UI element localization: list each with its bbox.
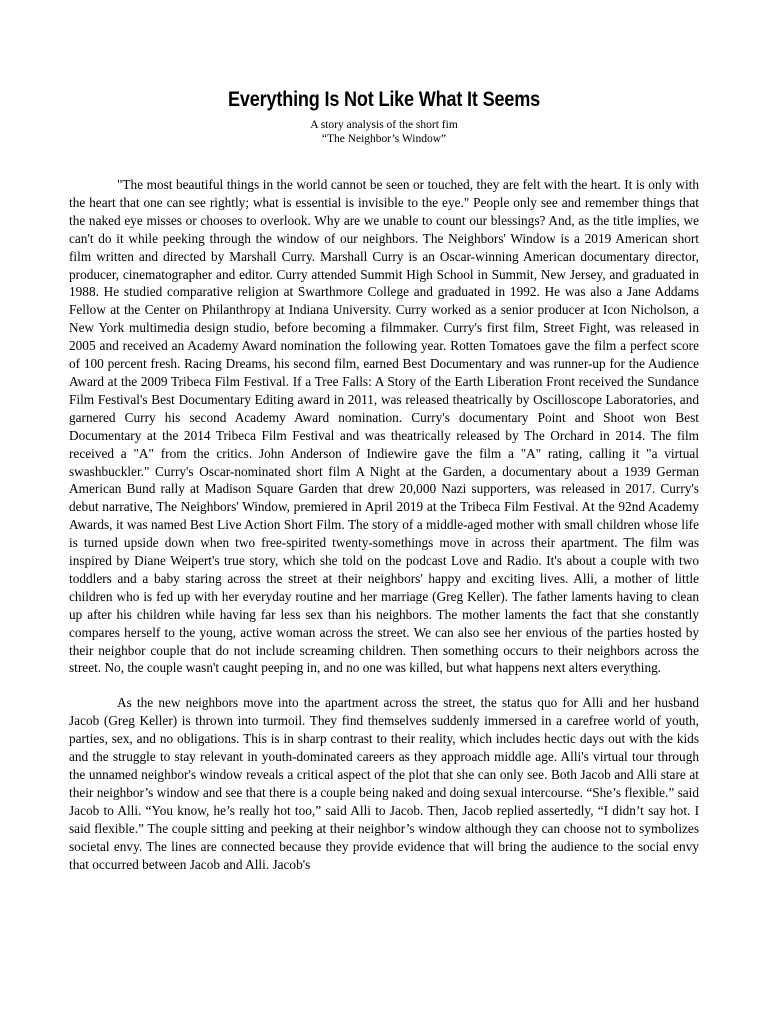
body-paragraph-1: "The most beautiful things in the world cannot be seen or touched, they are felt with the heart. It is only with the heart that one can see rightly; what is essential is invisible to the eye." People only see and remember things that the naked eye misses or chooses to overlook. Why are we unable to count our blessings? And, as the title implies, we can't do it while peeking through the window of our neighbors. The Neighbors' Window is a 2019 American short film written and directed by Marshall Curry. Marshall Curry is an Oscar-winning American documentary director, producer, cinematographer and editor. Curry attended Summit High School in Summit, New Jersey, and graduated in 1988. He studied comparative religion at Swarthmore College and graduated in 1992. He was also a Jane Addams Fellow at the Center on Philanthropy at Indiana University. Curry worked as a senior producer at Icon Nicholson, a New York multimedia design studio, before becoming a filmmaker. Curry's first film, Street Fight, was released in 2005 and received an Academy Award nomination the following year. Rotten Tomatoes gave the film a perfect score of 100 percent fresh. Racing Dreams, his second film, earned Best Documentary and was runner-up for the Audience Award at the 2009 Tribeca Film Festival. If a Tree Falls: A Story of the Earth Liberation Front received the Sundance Film Festival's Best Documentary Editing award in 2011, was released theatrically by Oscilloscope Laboratories, and garnered Curry his second Academy Award nomination. Curry's documentary Point and Shoot won Best Documentary at the 2014 Tribeca Film Festival and was theatrically released by The Orchard in 2014. The film received a "A" from the critics. John Anderson of Indiewire gave the film a "A" rating, calling it "a virtual swashbuckler." Curry's Oscar-nominated short film A Night at the Garden, a documentary about a 1939 German American Bund rally at Madison Square Garden that drew 20,000 Nazi supporters, was released in 2017. Curry's debut narrative, The Neighbors' Window, premiered in April 2019 at the Tribeca Film Festival. At the 92nd Academy Awards, it was named Best Live Action Short Film. The story of a middle-aged mother with small children whose life is turned upside down when two free-spirited twenty-somethings move in across their apartment. The film was inspired by Diane Weipert's true story, which she told on the podcast Love and Radio. It's about a couple with two toddlers and a baby staring across the street at their neighbors' happy and exciting lives. Alli, a mother of little children who is fed up with her everyday routine and her marriage (Greg Keller). The father laments having to clean up after his children while having far less sex than his neighbors. The mother laments the fact that she constantly compares herself to the young, active woman across the street. We can also see her envious of the parties hosted by their neighbor couple that do not include screaming children. Then something occurs to their neighbors across the street. No, the couple wasn't caught peeping in, and no one was killed, but what happens next alters everything.: [69, 177, 699, 676]
document-title: Everything Is Not Like What It Seems: [228, 88, 540, 111]
body-paragraph-2: As the new neighbors move into the apartment across the street, the status quo for Alli and her husband Jacob (Greg Keller) is thrown into turmoil. They find themselves suddenly immersed in a carefree world of youth, parties, sex, and no obligations. This is in sharp contrast to their reality, which includes hectic days out with the kids and the struggle to stay relevant in youth-dominated careers as they approach middle age. Alli's virtual tour through the unnamed neighbor's window reveals a critical aspect of the plot that she can only see. Both Jacob and Alli stare at their neighbor’s window and see that there is a couple being naked and doing sexual intercourse. “She’s flexible.” said Jacob to Alli. “You know, he’s really hot too,” said Alli to Jacob. Then, Jacob replied assertedly, “I didn’t say hot. I said flexible.” The couple sitting and peeking at their neighbor’s window although they can choose not to symbolizes societal envy. The lines are connected because they provide evidence that will bring the audience to the social envy that occurred between Jacob and Alli. Jacob's: [69, 695, 699, 872]
document-body: [69, 176, 699, 873]
document-subtitle-line-1: A story analysis of the short fim: [310, 119, 458, 131]
document-subtitle-line-2: “The Neighbor’s Window”: [321, 133, 447, 145]
